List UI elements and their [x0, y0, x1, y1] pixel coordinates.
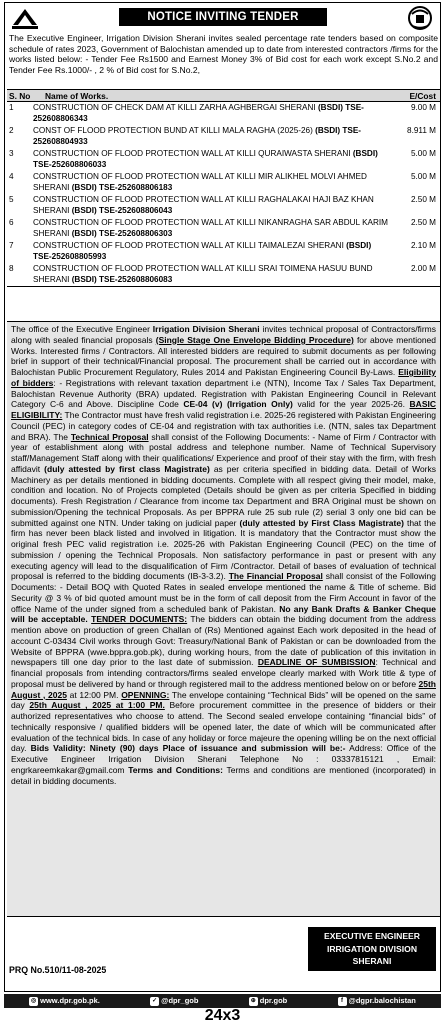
bids-validity: Bids Validity: Ninety (90) days Place of issuance and submission will be:-	[30, 743, 346, 754]
signature-line-3: SHERANI	[352, 956, 392, 966]
ad-size-label: 24x3	[204, 1007, 241, 1024]
row-number: 4	[9, 172, 14, 181]
footer-site: ⊕ dpr.gob	[250, 996, 288, 1006]
row-cost: 8.911 M	[407, 126, 436, 135]
row-cost: 5.00 M	[410, 172, 436, 181]
row-cost: 2.50 M	[410, 195, 436, 204]
footer-twitter: ✓ @dpr_gob	[152, 996, 199, 1006]
row-number: 5	[9, 195, 14, 204]
financial-proposal-heading: The Financial Proposal	[228, 571, 323, 582]
works-table-header	[7, 90, 440, 102]
table-row	[7, 240, 440, 263]
basic-eligibility-heading: BASIC ELIGIBILITY:	[11, 399, 436, 420]
row-cost: 2.10 M	[410, 241, 436, 250]
row-code: (BSDI) TSE-252608806083	[71, 274, 173, 284]
row-code: (BSDI) TSE-252608806303	[71, 228, 173, 238]
row-code: (BSDI) TSE-252608806033	[33, 149, 378, 169]
works-table	[7, 89, 440, 287]
row-name: CONSTRUCTION OF FLOOD PROTECTION WALL AT KILLI TAIMALEZAI SHERANI (BSDI) TSE-252608805993	[33, 241, 372, 261]
row-code: (BSDI) TSE-252608806343	[33, 103, 364, 123]
deadline-date: 25th August , 2025	[11, 678, 436, 700]
technical-proposal-heading: Technical Proposal	[70, 431, 149, 442]
header-sno: S. No	[9, 91, 31, 101]
facebook-icon: f	[338, 997, 347, 1006]
signature-line-1: EXECUTIVE ENGINEER	[324, 931, 420, 941]
social-footer	[4, 994, 441, 1008]
table-row	[7, 125, 440, 148]
deadline-heading: DEADLINE OF SUMBISSION	[257, 657, 376, 668]
table-row	[7, 102, 440, 125]
row-cost: 5.00 M	[410, 149, 436, 158]
row-name: CONSTRUCTION OF FLOOD PROTECTION WALL AT KILLI MIR ALIKHEL MOLVI AHMED SHERANI (BSDI) TSE-252608806183	[33, 172, 367, 192]
row-name: CONSTRUCTION OF FLOOD PROTECTION WALL AT KILLI QURAIWASTA SHERANI (BSDI) TSE-252608806033	[33, 149, 378, 169]
globe-icon: ◎	[31, 997, 37, 1004]
terms-heading: Terms and Conditions:	[128, 764, 223, 775]
header-cost: E/Cost	[409, 91, 436, 101]
twitter-icon: ✓	[152, 997, 158, 1004]
intro-paragraph: The Executive Engineer, Irrigation Division Sherani invites sealed percentage rate tenders based on composite schedule of rates 2023, Government of Balochistan amended up to date from interested contractors /firms for the works listed below: - Tender Fee Rs1500 and Earnest Money 3% of Bid cost for each work except S.No.2 and Tender Fee Rs.1000/- , 2 % of Bid cost for S.No.2,	[9, 33, 438, 75]
row-code: (BSDI) TSE-252608806043	[71, 205, 173, 215]
dpr-logo-icon	[9, 5, 41, 31]
footer-facebook: f @dgpr.balochistan	[338, 996, 416, 1006]
row-number: 3	[9, 149, 14, 158]
notice-header	[5, 3, 440, 31]
tender-body-text: The office of the Executive Engineer Irrigation Division Sherani invites technical proposal of Contractors/firms along with sealed financial proposals (Single Stage One Envelope Bidding Procedure) for above mentioned Works. Interested firms / Contractors. All interested bidders are required to submit documents as per following brief in support of their technical/Financial proposal. The procurement shall be carried out in accordance with Balochistan Public Procurement Regulatory, Rules 2014 and Pakistan Engineering Council By-Laws. Eligibility of bidders: - Registrations with relevant taxation department i.e (NTN), Income Tax / Sales Tax Department, Balochistan Revenue Authority (BRA) updated. Registration with Pakistan Engineering Council in Relevant Category C-6 and Above. Discipline Code CE-04 (v) (Irrigation Only) valid for the year 2025-26. BASIC ELIGIBILITY: The Contractor must have fresh valid registration i.e. 2025-26 registered with Pakistan Engineering Council (PEC) in category codes of CE-04 and registration with tax authorities i.e. (NTN, sales tax Department and BRA). The Technical Proposal shall consist of the Following Documents: - Name of Firm / Contractor with year of establishment along with postal address and telephone number. Name of Technical Supervisory staff/Management Staff along with their qualifications/ Experience and proof of their stay with the firm, with fresh affidavit (duly attested by first class Magistrate) as per criteria specified in bidding data. Detail of Works Machinery as per details mentioned in bidding documents. Complete with all respect giving their model, make, condition and location. No of Projects completed (Details should be given as per criteria Specified in bidding documents). Fresh Registration / Clearance from income tax Department and BRA Original must be shown on submission/Opening the technical Proposals. As per BPPRA rule 25 sub rule (2) serial 3 only one bid can be submitted against one NTN. Under taking on judicial paper (duly attested by First Class Magistrate) that the firm has never been black listed and involved in litigation. It is mandatory that the Contractor must show the original fresh PEC valid registration i.e. 2025-26 with Pakistan Engineering Council (PEC) on the time of submission / opening the Technical Proposals. Non satisfactory performance in past or present with any executing agency will lead to the disqualification of Firm /Contractor. Detail of bases of evaluation of technical proposal is referred to the bidding documents (IB-3-3.2). The Financial Proposal shall consist of the Following Documents: - Detail BOQ with Quoted Rates in sealed envelope mentioned the name & Title of scheme. Bid Security @ 3 % of bid quoted amount must be in the form of call deposit from the Firm Account in favor of the office Name of the under signed from a scheduled bank of Pakistan. No any Bank Drafts & Banker Cheque will be acceptable. TENDER DOCUMENTS: The bidders can obtain the bidding document from the address mention above on production of green Challan of (Rs) Mentioned against Each work deposited in the head of account C-03434 Civil works through Govt: Treasury/National Bank of Pakistan or can be downloaded from the Website of BPPRA (wwe.bppra.gob.pk), during working hours, from the date of publication of this invitation in newspapers till one day prior to the last date of submission. DEADLINE OF SUMBISSION: Technical and financial proposals from intending contractors/firms sealed envelope clearly marked with Work title & type of proposal must be delivered by hand or through registered mail to the address mentioned below on or before 25th August , 2025 at 12:00 PM. OPENNING: The envelope containing “Technical Bids” will be opened on the same day 25th August , 2025 at 1:00 PM. Before procurement committee in the presence of bidders or their authorized representatives who choose to attend. The Second sealed envelope containing “financial bids” of technically responsive / qualified bidders will be opened later, the date of which will be communicated after evaluation of the technical bids. In case of any holiday or force majeure the opening willing be on the next official day. Bids Validity: Ninety (90) days Place of issuance and submission will be:- Address: Office of the Executive Engineer Irrigation Division Sherani Telephone No : 03337815121 , Email: engrkareemkakar@gmail.com Terms and Conditions: Terms and conditions are mentioned (incorporated) in detail in bidding documents.	[7, 321, 440, 917]
row-number: 8	[9, 264, 14, 273]
row-code: (BSDI) TSE-252608806183	[71, 182, 173, 192]
table-row	[7, 148, 440, 171]
opening-date: 25th August , 2025 at 1:00 PM.	[29, 700, 165, 711]
row-cost: 2.00 M	[410, 264, 436, 273]
row-number: 1	[9, 103, 14, 112]
row-name: CONSTRUCTION OF FLOOD PROTECTION WALL AT KILLI NIKANRAGHA SAR ABDUL KARIM SHERANI (BSDI) TSE-252608806303	[33, 218, 389, 238]
web-icon: ⊕	[250, 997, 256, 1004]
eligibility-heading: Eligibility of bidders	[11, 367, 436, 388]
tender-notice	[4, 2, 441, 992]
row-number: 2	[9, 126, 14, 135]
table-row	[7, 194, 440, 217]
row-name: CONSTRUCTION OF CHECK DAM AT KILLI ZARHA AGHBERGAI SHERANI (BSDI) TSE-252608806343	[33, 103, 364, 123]
row-cost: 9.00 M	[410, 103, 436, 112]
row-code: (BSDI) TSE-252608805993	[33, 241, 372, 261]
tender-documents-heading: TENDER DOCUMENTS:	[91, 614, 188, 625]
table-row	[7, 217, 440, 240]
footer-web: ◎ www.dpr.gob.pk.	[31, 996, 100, 1006]
table-row	[7, 171, 440, 194]
row-number: 7	[9, 241, 14, 250]
notice-title: NOTICE INVITING TENDER	[119, 8, 327, 26]
row-code: (BSDI) TSE-252608804933	[33, 126, 362, 146]
table-row	[7, 263, 440, 286]
signature-block	[308, 927, 436, 971]
opening-heading: OPENNING:	[121, 689, 170, 700]
row-name: CONSTRUCTION OF FLOOD PROTECTION WALL AT KILLI SRAI TOIMENA HASUU BUND SHERANI (BSDI) TSE-252608806083	[33, 264, 373, 284]
row-number: 6	[9, 218, 14, 227]
signature-line-2: IRRIGATION DIVISION	[326, 943, 418, 954]
row-name: CONSTRUCTION OF FLOOD PROTECTION WALL AT KILLI RAGHALAKAI HAJI BAZ KHAN SHERANI (BSDI) TSE-252608806043	[33, 195, 374, 215]
row-cost: 2.50 M	[410, 218, 436, 227]
row-name: CONST OF FLOOD PROTECTION BUND AT KILLI MALA RAGHA (2025-26) (BSDI) TSE-252608804933	[33, 126, 362, 146]
prq-number: PRQ No.510/11-08-2025	[9, 965, 107, 975]
balochistan-emblem-icon	[404, 5, 436, 31]
header-name: Name of Works.	[45, 91, 109, 101]
